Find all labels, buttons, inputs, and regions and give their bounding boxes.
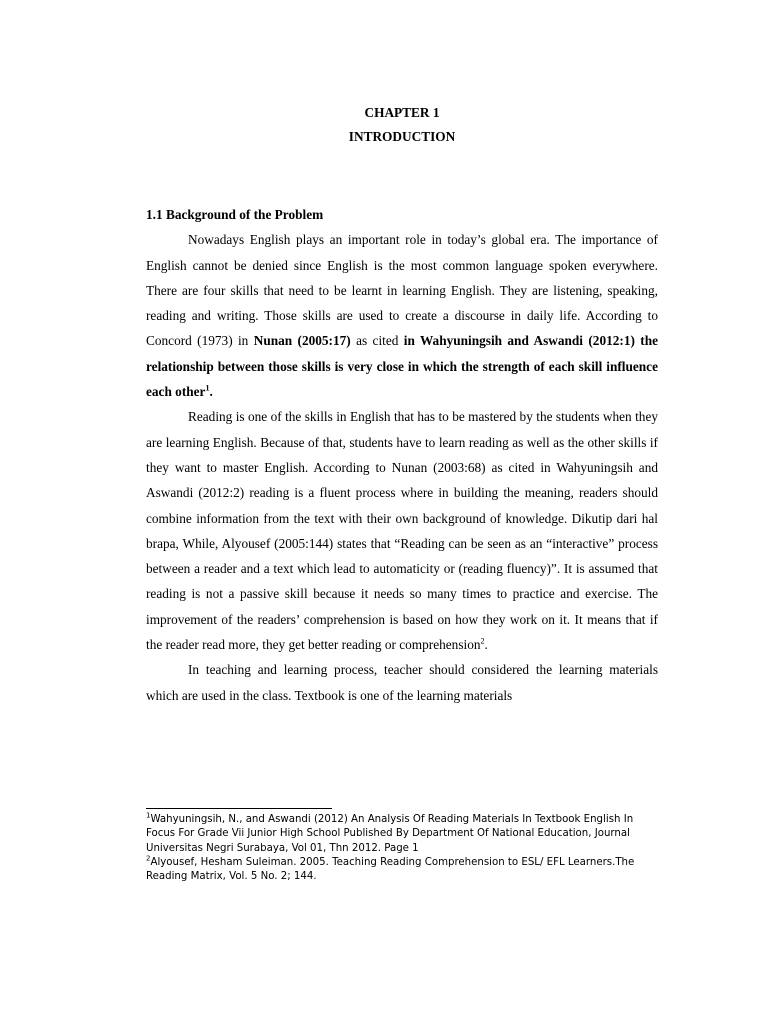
paragraph-end: . [484, 637, 488, 653]
paragraph-3 [146, 657, 658, 708]
paragraph-text: Nowadays English plays an important role in today’s global era. The importance of English cannot be denied since English is the most common language spoken everywhere. There are four skills that need to be learnt in learning English. They are listening, speaking, reading and writing. Those skills are used to create a discourse in daily life. According to Concord (1973) in [146, 232, 658, 349]
paragraph-2 [146, 404, 658, 657]
chapter-title: INTRODUCTION [348, 129, 456, 144]
footnote-ref: 2 [480, 636, 485, 646]
footnote-divider [146, 808, 332, 809]
bold-citation: Nunan (2005:17) [253, 333, 351, 349]
body-text [146, 202, 658, 708]
paragraph-end: . [209, 384, 213, 400]
paragraph-text: In teaching and learning process, teacher should considered the learning materials which are used in the class. Textbook is one of the learning materials [146, 662, 658, 703]
footnote-marker: 2 [146, 854, 151, 863]
document-page [146, 0, 658, 1024]
footnote-1 [146, 813, 658, 856]
chapter-label: CHAPTER 1 [364, 105, 440, 120]
paragraph-text: Reading is one of the skills in English that has to be mastered by the students when they are learning English. Because of that, students have to learn reading as well as the other skills if they want to master English. According to Nunan (2003:68) as cited in Wahyuningsih and Aswandi (2012:2) reading is a fluent process where in building the meaning, readers should combine information from the text with their own background of knowledge. Dikutip dari hal brapa, While, Alyousef (2005:144) states that “Reading can be seen as an “interactive” process between a reader and a text which lead to automaticity or (reading fluency)”. It is assumed that reading is not a passive skill because it needs so many times to practice and exercise. The improvement of the readers’ comprehension is based on how they work on it. It means that if the reader read more, they get better reading or comprehension [146, 409, 658, 653]
section-heading: 1.1 Background of the Problem [146, 207, 324, 222]
footnote-text: Wahyuningsih, N., and Aswandi (2012) An Analysis Of Reading Materials In Textbook English In Focus For Grade Vii Junior High School Published By Department Of National Education, Journal Universitas Negri Surabaya, Vol 01, Thn 2012. Page 1 [146, 814, 634, 854]
paragraph-1 [146, 227, 658, 404]
footnote-marker: 1 [146, 811, 151, 820]
bold-citation: in Wahyuningsih and Aswandi (2012:1) the relationship between those skills is very close in which the strength of each skill influence each other [146, 333, 659, 400]
footnotes [146, 813, 658, 884]
footnote-2 [146, 856, 658, 885]
paragraph-text: as cited [350, 333, 404, 349]
footnote-ref: 1 [205, 383, 210, 393]
footnote-text: Alyousef, Hesham Suleiman. 2005. Teaching Reading Comprehension to ESL/ EFL Learners.The Reading Matrix, Vol. 5 No. 2; 144. [146, 856, 635, 883]
